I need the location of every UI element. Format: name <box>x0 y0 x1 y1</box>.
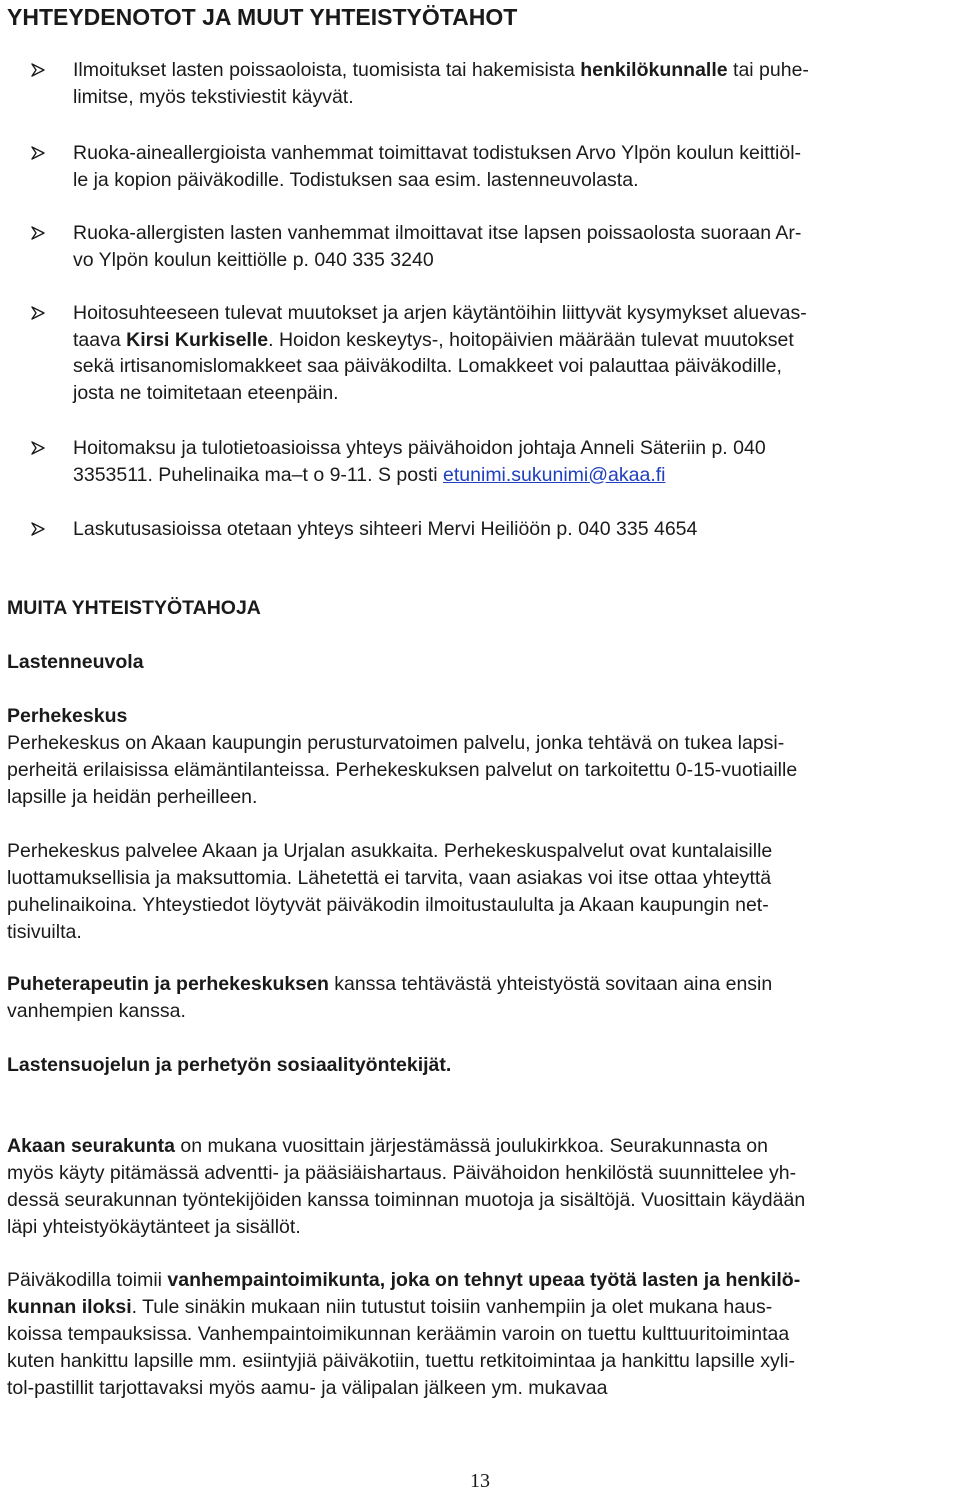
arrowhead-bullet-icon <box>30 521 46 537</box>
subheading-perhekeskus: Perhekeskus <box>7 705 128 727</box>
paragraph: Akaan seurakunta on mukana vuosittain järjestämässä joulukirkkoa. Seurakunnasta on myös käyty pitämässä adventti- ja pääsiäishartaus. Päivähoidon henkilöstä suunnittelee yh- dessä seurakunnan työntekijöiden kanssa toiminnan muotoja ja sisältöjä. Vuosittain käydään läpi yhteistyökäytänteet ja sisällöt. <box>7 1135 806 1238</box>
paragraph: Puheterapeutin ja perhekeskuksen kanssa tehtävästä yhteistyöstä sovitaan aina ensin vanhempien kanssa. <box>7 973 773 1022</box>
email-link[interactable]: etunimi.sukunimi@akaa.fi <box>443 463 666 486</box>
paragraph: Päiväkodilla toimii vanhempaintoimikunta, joka on tehnyt upeaa työtä lasten ja henkilö- kunnan iloksi. Tule sinäkin mukaan niin tutustut toisiin vanhempiin ja olet mukana haus- koissa tempauksissa. Vanhempaintoimikunnan keräämin varoin on tuettu kulttuuritoimintaa kuten hankittu lapsille mm. esiintyjiä päiväkotiin, tuettu retkitoimintaa ja hankittu lapsille xyli- tol-pastillit tarjottavaksi myös aamu- ja välipalan jälkeen ym. mukavaa <box>7 1269 801 1399</box>
page-number: 13 <box>470 1470 490 1492</box>
arrowhead-bullet-icon <box>30 62 46 78</box>
paragraph: Perhekeskus palvelee Akaan ja Urjalan asukkaita. Perhekeskuspalvelut ovat kuntalaisille luottamuksellisia ja maksuttomia. Lähetettä ei tarvita, vaan asiakas voi itse ottaa yhteyttä puhelinaikoina. Yhteystiedot löytyvät päiväkodin ilmoitustaululta ja Akaan kaupungin net- tisivuilta. <box>7 840 773 943</box>
section-heading: MUITA YHTEISTYÖTAHOJA <box>7 597 261 619</box>
list-item-text: Ilmoitukset lasten poissaoloista, tuomisista tai hakemisista henkilökunnalle tai puhe- limitse, myös tekstiviestit käyvät. <box>73 59 809 108</box>
subheading-lastenneuvola: Lastenneuvola <box>7 651 144 673</box>
list-item-text: Laskutusasioissa otetaan yhteys sihteeri Mervi Heiliöön p. 040 335 4654 <box>73 518 698 540</box>
page-title: YHTEYDENOTOT JA MUUT YHTEISTYÖTAHOT <box>7 4 518 30</box>
arrowhead-bullet-icon <box>30 225 46 241</box>
arrowhead-bullet-icon <box>30 305 46 321</box>
subheading-lastensuojelu: Lastensuojelun ja perhetyön sosiaalityöntekijät. <box>7 1054 452 1076</box>
arrowhead-bullet-icon <box>30 440 46 456</box>
list-item-text: Ruoka-aineallergioista vanhemmat toimittavat todistuksen Arvo Ylpön koulun keittiöl- le ja kopion päiväkodille. Todistuksen saa esim. lastenneuvolasta. <box>73 142 802 191</box>
list-item-text: Ruoka-allergisten lasten vanhemmat ilmoittavat itse lapsen poissaolosta suoraan Ar- vo Ylpön koulun keittiölle p. 040 335 3240 <box>73 222 802 271</box>
perhekeskus-block: Perhekeskus Perhekeskus on Akaan kaupungin perusturvatoimen palvelu, jonka tehtävä on tukea lapsi- perheitä erilaisissa elämäntilanteissa. Perhekeskuksen palvelut on tarkoitettu 0-15-vuotiaille lapsille ja heidän perheilleen. <box>7 703 960 811</box>
arrowhead-bullet-icon <box>30 145 46 161</box>
list-item-text: Hoitomaksu ja tulotietoasioissa yhteys päivähoidon johtaja Anneli Säteriin p. 040 3353511. Puhelinaika ma–t o 9-11. S posti etunimi.sukunimi@akaa.fi <box>73 437 766 486</box>
list-item-text: Hoitosuhteeseen tulevat muutokset ja arjen käytäntöihin liittyvät kysymykset aluevas- taava Kirsi Kurkiselle. Hoidon keskeytys-, hoitopäivien määrään tulevat muutokset sekä irtisanomislomakkeet saa päiväkodilta. Lomakkeet voi palauttaa päiväkodille, josta ne toimitetaan eteenpäin. <box>73 302 807 404</box>
